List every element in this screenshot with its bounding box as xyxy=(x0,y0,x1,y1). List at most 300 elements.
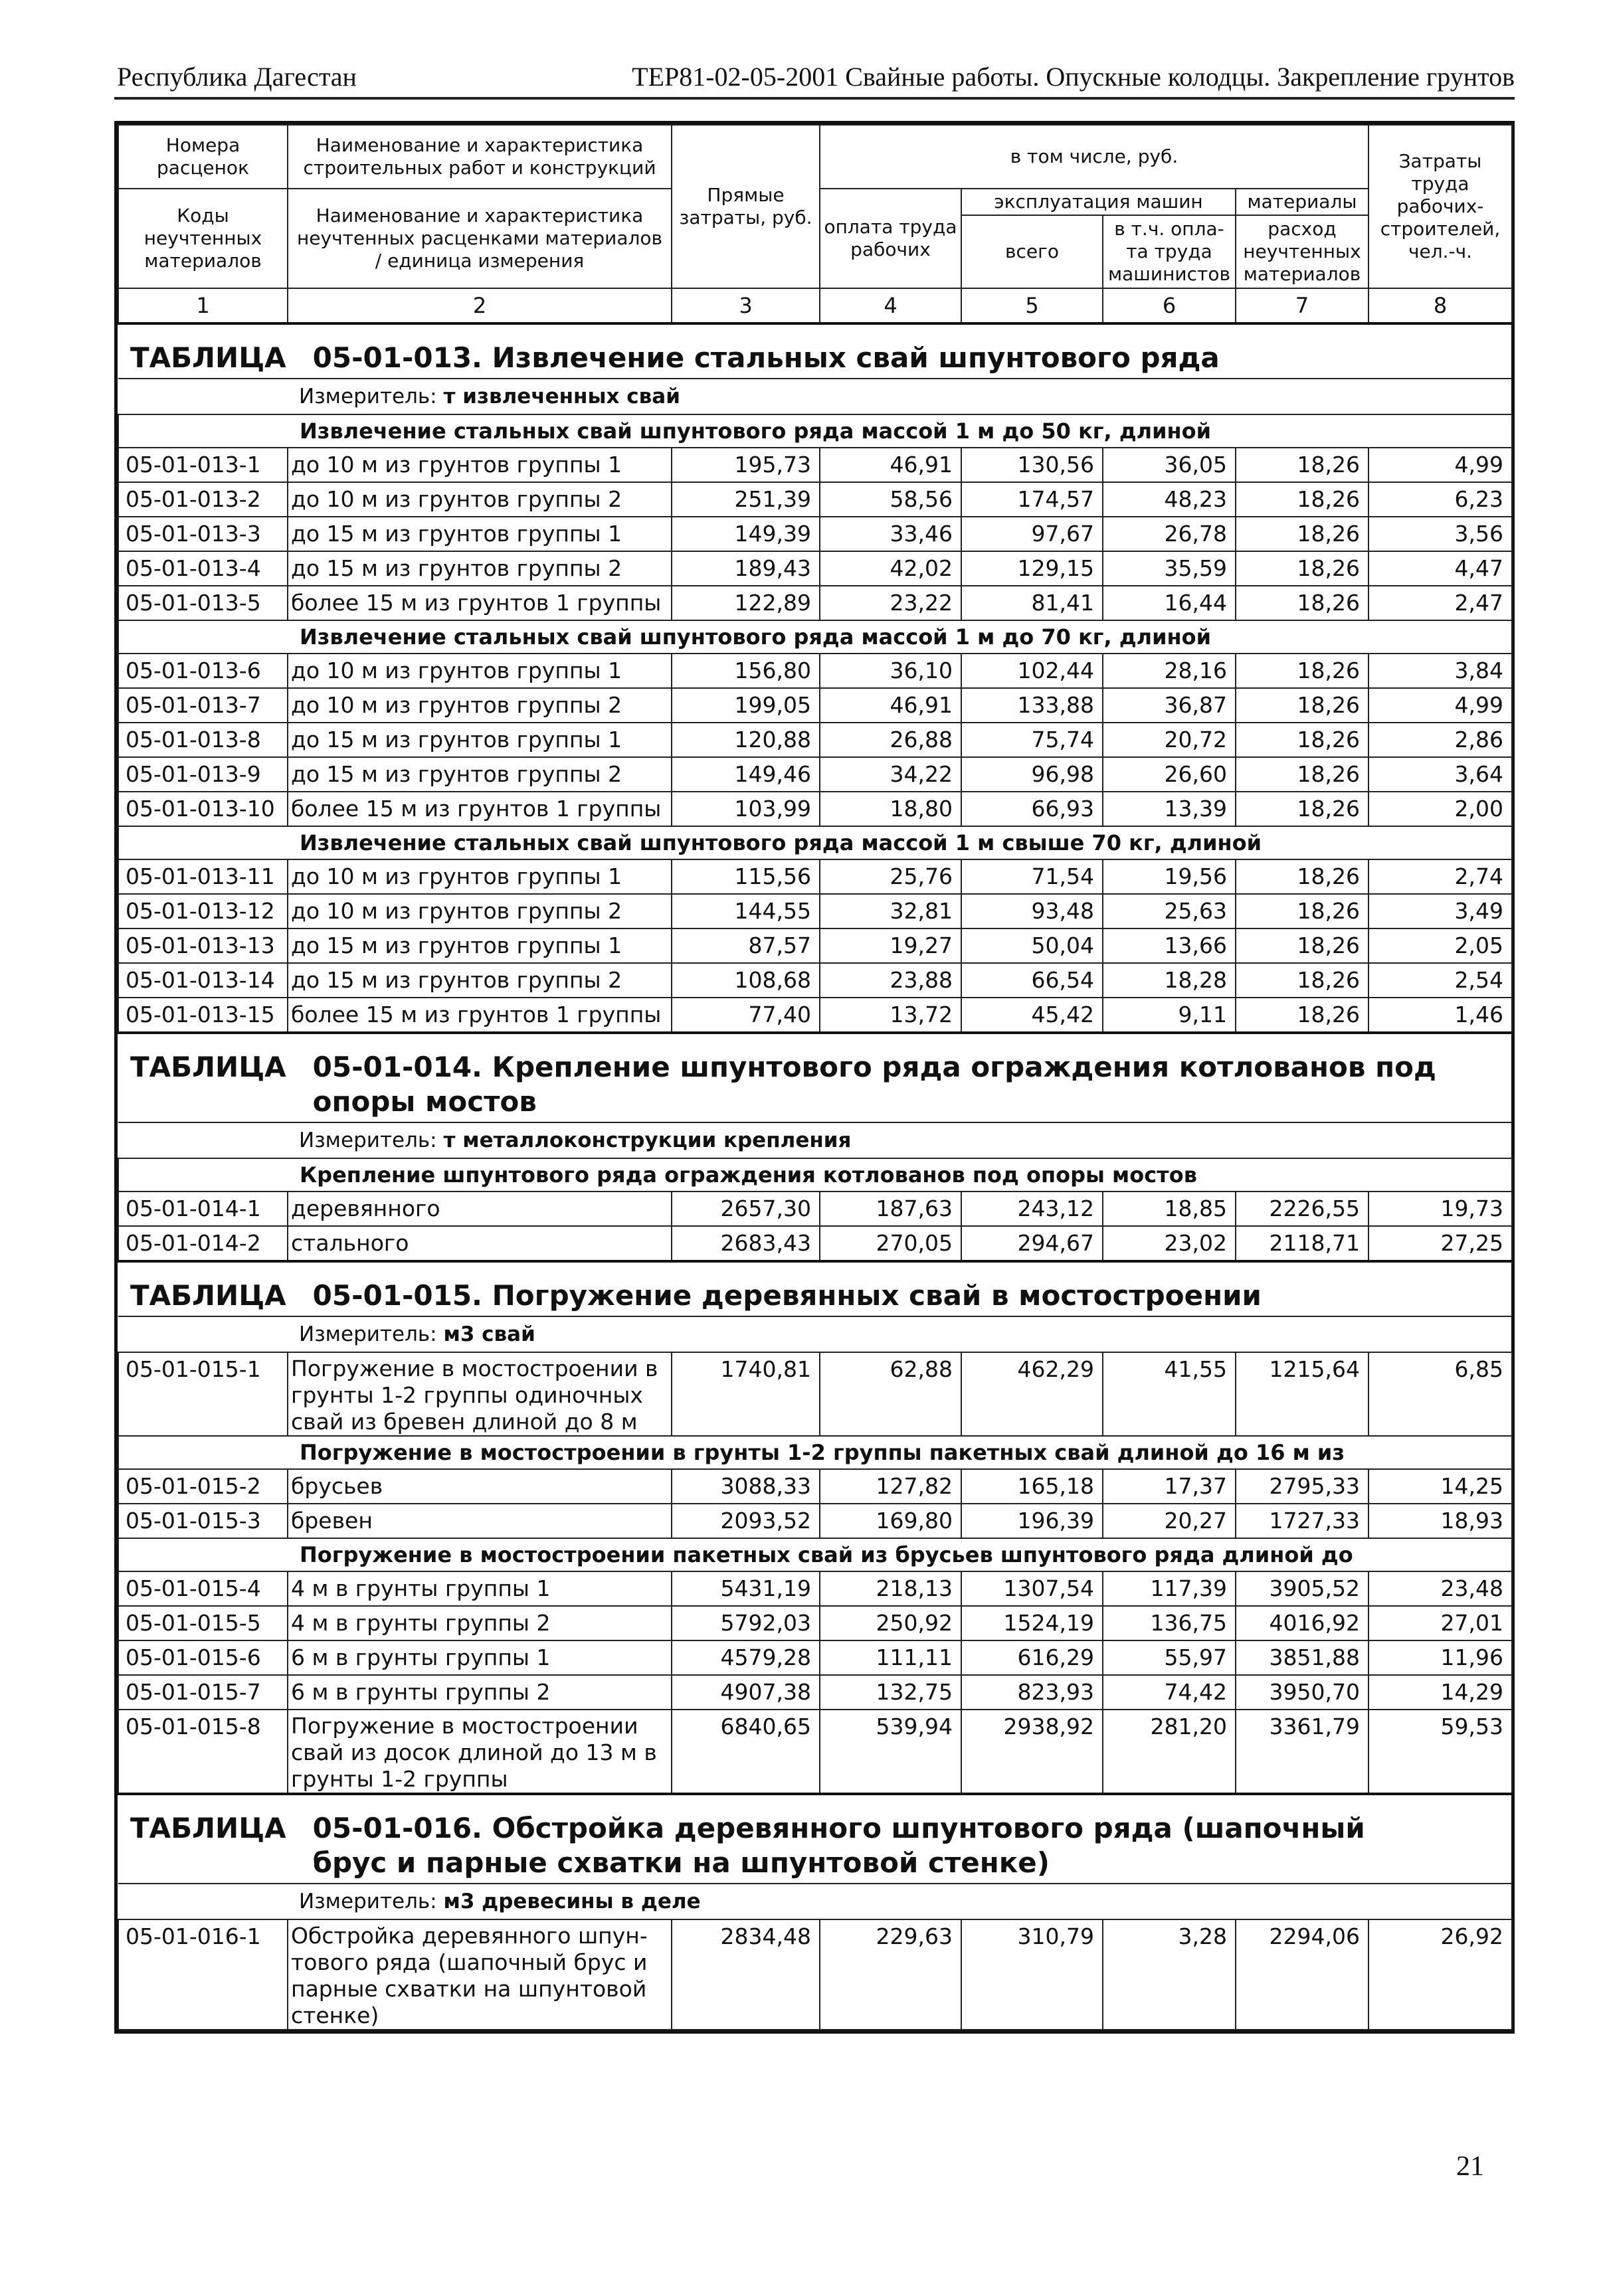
table-row xyxy=(118,1919,1512,2030)
value-v7: 18,26 xyxy=(1236,551,1368,586)
value-v7: 18,26 xyxy=(1236,859,1368,894)
rate-code: 05-01-014-1 xyxy=(118,1192,288,1226)
col1-header-bottom: Коды неучтенных материалов xyxy=(118,189,288,288)
work-name: до 10 м из грунтов группы 2 xyxy=(288,482,672,517)
work-name: более 15 м из грунтов 1 группы xyxy=(288,792,672,826)
value-v3: 6840,65 xyxy=(672,1710,820,1794)
rate-code: 05-01-013-9 xyxy=(118,757,288,792)
rate-code: 05-01-016-1 xyxy=(118,1919,288,2030)
col-number: 8 xyxy=(1368,288,1512,323)
value-v7: 18,26 xyxy=(1236,792,1368,826)
table-title xyxy=(118,1794,1512,1884)
work-name: 6 м в грунты группы 2 xyxy=(288,1675,672,1710)
value-v6: 281,20 xyxy=(1103,1710,1236,1794)
value-v3: 1740,81 xyxy=(672,1352,820,1436)
measure-value: м3 свай xyxy=(443,1322,535,1346)
rate-code: 05-01-013-15 xyxy=(118,998,288,1033)
table-row xyxy=(118,482,1512,517)
value-v4: 42,02 xyxy=(820,551,961,586)
work-name: Обстройка деревянного шпун-тового ряда (шапочный брус и парные схватки на шпунтовой стенке) xyxy=(288,1919,672,2030)
value-v3: 2834,48 xyxy=(672,1919,820,2030)
value-v6: 117,39 xyxy=(1103,1571,1236,1606)
group-heading: Крепление шпунтового ряда ограждения котлованов под опоры мостов xyxy=(118,1158,1512,1192)
group-heading-row xyxy=(118,1158,1512,1192)
value-v4: 46,91 xyxy=(820,448,961,482)
table-row xyxy=(118,586,1512,620)
value-v7: 18,26 xyxy=(1236,654,1368,688)
value-v6: 18,85 xyxy=(1103,1192,1236,1226)
value-v3: 4907,38 xyxy=(672,1675,820,1710)
work-name: бревен xyxy=(288,1504,672,1538)
table-row xyxy=(118,928,1512,963)
measure-label: Измеритель: xyxy=(299,1128,437,1152)
value-v8: 4,47 xyxy=(1368,551,1512,586)
value-v4: 13,72 xyxy=(820,998,961,1033)
value-v5: 130,56 xyxy=(961,448,1103,482)
work-name: до 10 м из грунтов группы 1 xyxy=(288,654,672,688)
value-v7: 1215,64 xyxy=(1236,1352,1368,1436)
value-v3: 77,40 xyxy=(672,998,820,1033)
table-row xyxy=(118,859,1512,894)
table-row xyxy=(118,1640,1512,1675)
value-v4: 270,05 xyxy=(820,1226,961,1261)
table-row xyxy=(118,551,1512,586)
value-v8: 3,56 xyxy=(1368,517,1512,551)
value-v5: 174,57 xyxy=(961,482,1103,517)
running-header-document: ТЕР81-02-05-2001 Свайные работы. Опускные колодцы. Закрепление грунтов xyxy=(632,62,1515,92)
page-number: 21 xyxy=(1456,2151,1484,2182)
table-row xyxy=(118,792,1512,826)
header-rule xyxy=(114,97,1515,100)
table-caption: ТАБЛИЦА xyxy=(130,341,286,374)
work-name: до 15 м из грунтов группы 2 xyxy=(288,963,672,998)
table-caption: ТАБЛИЦА xyxy=(130,1812,286,1844)
value-v3: 149,46 xyxy=(672,757,820,792)
value-v7: 18,26 xyxy=(1236,723,1368,757)
value-v8: 11,96 xyxy=(1368,1640,1512,1675)
value-v6: 13,39 xyxy=(1103,792,1236,826)
work-name: до 15 м из грунтов группы 2 xyxy=(288,757,672,792)
measure-row xyxy=(118,1122,1512,1158)
rate-code: 05-01-015-4 xyxy=(118,1571,288,1606)
value-v6: 20,27 xyxy=(1103,1504,1236,1538)
table-row xyxy=(118,1226,1512,1261)
value-v6: 35,59 xyxy=(1103,551,1236,586)
table-row xyxy=(118,517,1512,551)
rate-code: 05-01-013-3 xyxy=(118,517,288,551)
value-v7: 3905,52 xyxy=(1236,1571,1368,1606)
value-v6: 20,72 xyxy=(1103,723,1236,757)
price-table-sheet xyxy=(114,121,1515,2034)
value-v6: 16,44 xyxy=(1103,586,1236,620)
value-v4: 127,82 xyxy=(820,1469,961,1504)
value-v5: 196,39 xyxy=(961,1504,1103,1538)
value-v3: 251,39 xyxy=(672,482,820,517)
value-v3: 3088,33 xyxy=(672,1469,820,1504)
value-v4: 539,94 xyxy=(820,1710,961,1794)
rate-code: 05-01-015-8 xyxy=(118,1710,288,1794)
value-v4: 26,88 xyxy=(820,723,961,757)
value-v5: 294,67 xyxy=(961,1226,1103,1261)
table-code: 05-01-016. xyxy=(312,1812,483,1844)
work-name: до 15 м из грунтов группы 1 xyxy=(288,723,672,757)
table-code: 05-01-013. xyxy=(312,341,483,374)
col-number: 7 xyxy=(1236,288,1368,323)
value-v6: 36,87 xyxy=(1103,688,1236,723)
value-v7: 2294,06 xyxy=(1236,1919,1368,2030)
group-heading: Извлечение стальных свай шпунтового ряда массой 1 м до 70 кг, длиной xyxy=(118,620,1512,654)
value-v4: 23,88 xyxy=(820,963,961,998)
rate-code: 05-01-013-14 xyxy=(118,963,288,998)
table-body xyxy=(118,323,1512,2030)
work-name: до 15 м из грунтов группы 1 xyxy=(288,517,672,551)
table-title xyxy=(118,323,1512,379)
value-v8: 3,49 xyxy=(1368,894,1512,928)
value-v8: 59,53 xyxy=(1368,1710,1512,1794)
rate-code: 05-01-015-3 xyxy=(118,1504,288,1538)
value-v8: 6,23 xyxy=(1368,482,1512,517)
table-caption: ТАБЛИЦА xyxy=(130,1051,286,1083)
measure-unit xyxy=(118,1884,1512,1919)
work-name: до 10 м из грунтов группы 1 xyxy=(288,448,672,482)
measure-label: Измеритель: xyxy=(299,385,437,408)
table-code: 05-01-014. xyxy=(312,1051,483,1083)
table-row xyxy=(118,1352,1512,1436)
work-name: брусьев xyxy=(288,1469,672,1504)
col6-header: в т.ч. опла-та труда машинистов xyxy=(1103,215,1236,288)
table-row xyxy=(118,757,1512,792)
rate-code: 05-01-013-13 xyxy=(118,928,288,963)
value-v4: 36,10 xyxy=(820,654,961,688)
rate-code: 05-01-014-2 xyxy=(118,1226,288,1261)
value-v4: 218,13 xyxy=(820,1571,961,1606)
work-name: до 10 м из грунтов группы 2 xyxy=(288,894,672,928)
rate-code: 05-01-013-10 xyxy=(118,792,288,826)
value-v3: 87,57 xyxy=(672,928,820,963)
table-row xyxy=(118,723,1512,757)
table-title-row xyxy=(118,1261,1512,1316)
group-heading: Извлечение стальных свай шпунтового ряда массой 1 м свыше 70 кг, длиной xyxy=(118,826,1512,859)
value-v6: 25,63 xyxy=(1103,894,1236,928)
col-number: 5 xyxy=(961,288,1103,323)
value-v4: 33,46 xyxy=(820,517,961,551)
value-v6: 36,05 xyxy=(1103,448,1236,482)
value-v8: 14,29 xyxy=(1368,1675,1512,1710)
measure-row xyxy=(118,379,1512,414)
col-number: 1 xyxy=(118,288,288,323)
value-v8: 2,47 xyxy=(1368,586,1512,620)
table-title-text: Крепление шпунтового ряда ограждения котлованов под опоры мостов xyxy=(312,1051,1436,1118)
table-title-text-group xyxy=(313,1050,1442,1119)
value-v6: 17,37 xyxy=(1103,1469,1236,1504)
table-title-row xyxy=(118,323,1512,379)
value-v6: 26,78 xyxy=(1103,517,1236,551)
measure-unit xyxy=(118,1122,1512,1158)
value-v6: 74,42 xyxy=(1103,1675,1236,1710)
value-v8: 2,05 xyxy=(1368,928,1512,963)
table-title-text: Погружение деревянных свай в мостостроении xyxy=(492,1279,1262,1312)
value-v7: 4016,92 xyxy=(1236,1606,1368,1640)
value-v5: 93,48 xyxy=(961,894,1103,928)
table-row xyxy=(118,1571,1512,1606)
value-v7: 18,26 xyxy=(1236,586,1368,620)
rate-code: 05-01-015-2 xyxy=(118,1469,288,1504)
col1-header-top: Номера расценок xyxy=(118,125,288,189)
value-v3: 149,39 xyxy=(672,517,820,551)
value-v4: 62,88 xyxy=(820,1352,961,1436)
col-number: 2 xyxy=(288,288,672,323)
table-title-text: Обстройка деревянного шпунтового ряда (шапочный брус и парные схватки на шпунтовой стенке) xyxy=(312,1812,1365,1879)
table-row xyxy=(118,1606,1512,1640)
value-v3: 108,68 xyxy=(672,963,820,998)
value-v4: 19,27 xyxy=(820,928,961,963)
rate-code: 05-01-013-4 xyxy=(118,551,288,586)
rate-code: 05-01-015-6 xyxy=(118,1640,288,1675)
rate-code: 05-01-015-1 xyxy=(118,1352,288,1436)
work-name: до 15 м из грунтов группы 2 xyxy=(288,551,672,586)
work-name: стального xyxy=(288,1226,672,1261)
value-v7: 18,26 xyxy=(1236,757,1368,792)
measure-value: м3 древесины в деле xyxy=(443,1890,701,1913)
machines-header: эксплуатация машин xyxy=(961,189,1236,215)
work-name: до 10 м из грунтов группы 2 xyxy=(288,688,672,723)
value-v8: 18,93 xyxy=(1368,1504,1512,1538)
value-v3: 115,56 xyxy=(672,859,820,894)
value-v5: 66,54 xyxy=(961,963,1103,998)
value-v6: 55,97 xyxy=(1103,1640,1236,1675)
value-v5: 1307,54 xyxy=(961,1571,1103,1606)
work-name: Погружение в мостостроении свай из досок длиной до 13 м в грунты 1-2 группы xyxy=(288,1710,672,1794)
table-title xyxy=(118,1033,1512,1122)
value-v8: 27,25 xyxy=(1368,1226,1512,1261)
value-v5: 71,54 xyxy=(961,859,1103,894)
rate-code: 05-01-015-5 xyxy=(118,1606,288,1640)
value-v3: 144,55 xyxy=(672,894,820,928)
table-row xyxy=(118,998,1512,1033)
value-v8: 4,99 xyxy=(1368,688,1512,723)
col8-header: Затраты труда рабочих-строителей, чел.-ч. xyxy=(1368,125,1512,288)
measure-value: т извлеченных свай xyxy=(443,385,680,408)
table-title-text-group xyxy=(313,341,1442,375)
group-heading: Погружение в мостостроении в грунты 1-2 группы пакетных свай длиной до 16 м из xyxy=(118,1436,1512,1469)
value-v7: 18,26 xyxy=(1236,894,1368,928)
value-v6: 23,02 xyxy=(1103,1226,1236,1261)
table-row xyxy=(118,1675,1512,1710)
value-v6: 13,66 xyxy=(1103,928,1236,963)
table-code: 05-01-015. xyxy=(312,1279,483,1312)
value-v8: 27,01 xyxy=(1368,1606,1512,1640)
value-v7: 3950,70 xyxy=(1236,1675,1368,1710)
value-v7: 3851,88 xyxy=(1236,1640,1368,1675)
table-title-row xyxy=(118,1033,1512,1122)
value-v5: 823,93 xyxy=(961,1675,1103,1710)
measure-row xyxy=(118,1884,1512,1919)
table-caption-group xyxy=(130,1050,303,1085)
table-title-text-group xyxy=(313,1279,1442,1313)
value-v4: 169,80 xyxy=(820,1504,961,1538)
work-name: деревянного xyxy=(288,1192,672,1226)
group-heading-row xyxy=(118,1538,1512,1571)
group-heading-row xyxy=(118,1436,1512,1469)
value-v6: 28,16 xyxy=(1103,654,1236,688)
value-v4: 132,75 xyxy=(820,1675,961,1710)
value-v5: 96,98 xyxy=(961,757,1103,792)
measure-unit xyxy=(118,379,1512,414)
value-v4: 58,56 xyxy=(820,482,961,517)
group-heading-row xyxy=(118,620,1512,654)
value-v3: 199,05 xyxy=(672,688,820,723)
value-v3: 5792,03 xyxy=(672,1606,820,1640)
rate-code: 05-01-013-5 xyxy=(118,586,288,620)
value-v5: 1524,19 xyxy=(961,1606,1103,1640)
rate-code: 05-01-015-7 xyxy=(118,1675,288,1710)
col-number: 3 xyxy=(672,288,820,323)
table-row xyxy=(118,1192,1512,1226)
value-v8: 2,00 xyxy=(1368,792,1512,826)
value-v8: 14,25 xyxy=(1368,1469,1512,1504)
value-v3: 2657,30 xyxy=(672,1192,820,1226)
measure-label: Измеритель: xyxy=(299,1322,437,1346)
value-v6: 19,56 xyxy=(1103,859,1236,894)
value-v6: 18,28 xyxy=(1103,963,1236,998)
table-row xyxy=(118,1710,1512,1794)
value-v5: 2938,92 xyxy=(961,1710,1103,1794)
table-title-row xyxy=(118,1794,1512,1884)
value-v8: 3,84 xyxy=(1368,654,1512,688)
value-v5: 66,93 xyxy=(961,792,1103,826)
work-name: 4 м в грунты группы 2 xyxy=(288,1606,672,1640)
table-row xyxy=(118,654,1512,688)
value-v6: 26,60 xyxy=(1103,757,1236,792)
value-v7: 18,26 xyxy=(1236,963,1368,998)
value-v7: 2118,71 xyxy=(1236,1226,1368,1261)
value-v8: 4,99 xyxy=(1368,448,1512,482)
value-v7: 18,26 xyxy=(1236,998,1368,1033)
col3-header: Прямые затраты, руб. xyxy=(672,125,820,288)
col2-header-bottom: Наименование и характеристика неучтенных расценками материалов / единица измерения xyxy=(288,189,672,288)
value-v4: 32,81 xyxy=(820,894,961,928)
value-v4: 23,22 xyxy=(820,586,961,620)
table-caption: ТАБЛИЦА xyxy=(130,1279,286,1312)
work-name: 4 м в грунты группы 1 xyxy=(288,1571,672,1606)
table-row xyxy=(118,1504,1512,1538)
materials-header: материалы xyxy=(1236,189,1368,215)
work-name: 6 м в грунты группы 1 xyxy=(288,1640,672,1675)
col5-header: всего xyxy=(961,215,1103,288)
value-v8: 2,54 xyxy=(1368,963,1512,998)
value-v8: 1,46 xyxy=(1368,998,1512,1033)
value-v6: 3,28 xyxy=(1103,1919,1236,2030)
measure-value: т металлоконструкции крепления xyxy=(443,1128,852,1152)
value-v6: 136,75 xyxy=(1103,1606,1236,1640)
value-v7: 18,26 xyxy=(1236,517,1368,551)
rate-code: 05-01-013-1 xyxy=(118,448,288,482)
value-v3: 189,43 xyxy=(672,551,820,586)
col-number: 6 xyxy=(1103,288,1236,323)
including-header: в том числе, руб. xyxy=(820,125,1368,189)
value-v4: 46,91 xyxy=(820,688,961,723)
table-caption-group xyxy=(130,1279,303,1313)
col-number: 4 xyxy=(820,288,961,323)
table-row xyxy=(118,688,1512,723)
col2-header-top: Наименование и характеристика строительных работ и конструкций xyxy=(288,125,672,189)
rate-code: 05-01-013-7 xyxy=(118,688,288,723)
rate-code: 05-01-013-11 xyxy=(118,859,288,894)
value-v4: 111,11 xyxy=(820,1640,961,1675)
value-v4: 250,92 xyxy=(820,1606,961,1640)
value-v5: 45,42 xyxy=(961,998,1103,1033)
table-title xyxy=(118,1261,1512,1316)
work-name: до 10 м из грунтов группы 1 xyxy=(288,859,672,894)
table-title-text: Извлечение стальных свай шпунтового ряда xyxy=(492,341,1220,374)
value-v5: 462,29 xyxy=(961,1352,1103,1436)
value-v3: 5431,19 xyxy=(672,1571,820,1606)
rate-code: 05-01-013-8 xyxy=(118,723,288,757)
value-v7: 18,26 xyxy=(1236,448,1368,482)
value-v5: 129,15 xyxy=(961,551,1103,586)
col7-header: расход неучтенных материалов xyxy=(1236,215,1368,288)
value-v5: 102,44 xyxy=(961,654,1103,688)
value-v5: 310,79 xyxy=(961,1919,1103,2030)
value-v5: 616,29 xyxy=(961,1640,1103,1675)
table-row xyxy=(118,894,1512,928)
running-header-region: Республика Дагестан xyxy=(117,62,357,92)
value-v6: 9,11 xyxy=(1103,998,1236,1033)
measure-unit xyxy=(118,1316,1512,1352)
value-v7: 18,26 xyxy=(1236,928,1368,963)
rate-code: 05-01-013-2 xyxy=(118,482,288,517)
table-row xyxy=(118,963,1512,998)
price-table xyxy=(118,124,1513,2030)
group-heading-row xyxy=(118,826,1512,859)
value-v5: 165,18 xyxy=(961,1469,1103,1504)
value-v7: 18,26 xyxy=(1236,688,1368,723)
value-v8: 23,48 xyxy=(1368,1571,1512,1606)
value-v5: 133,88 xyxy=(961,688,1103,723)
work-name: Погружение в мостостроении в грунты 1-2 группы одиночных свай из бревен длиной до 8 м xyxy=(288,1352,672,1436)
value-v8: 3,64 xyxy=(1368,757,1512,792)
value-v4: 34,22 xyxy=(820,757,961,792)
value-v3: 156,80 xyxy=(672,654,820,688)
value-v8: 19,73 xyxy=(1368,1192,1512,1226)
group-heading: Извлечение стальных свай шпунтового ряда массой 1 м до 50 кг, длиной xyxy=(118,414,1512,448)
value-v6: 48,23 xyxy=(1103,482,1236,517)
rate-code: 05-01-013-12 xyxy=(118,894,288,928)
measure-label: Измеритель: xyxy=(299,1890,437,1913)
value-v3: 120,88 xyxy=(672,723,820,757)
value-v6: 41,55 xyxy=(1103,1352,1236,1436)
group-heading: Погружение в мостостроении пакетных свай из брусьев шпунтового ряда длиной до xyxy=(118,1538,1512,1571)
table-caption-group xyxy=(130,1811,303,1846)
value-v8: 2,86 xyxy=(1368,723,1512,757)
value-v3: 2093,52 xyxy=(672,1504,820,1538)
value-v4: 229,63 xyxy=(820,1919,961,2030)
value-v5: 50,04 xyxy=(961,928,1103,963)
table-caption-group xyxy=(130,341,303,375)
value-v7: 1727,33 xyxy=(1236,1504,1368,1538)
value-v5: 243,12 xyxy=(961,1192,1103,1226)
value-v8: 2,74 xyxy=(1368,859,1512,894)
value-v3: 4579,28 xyxy=(672,1640,820,1675)
value-v8: 6,85 xyxy=(1368,1352,1512,1436)
value-v4: 25,76 xyxy=(820,859,961,894)
value-v4: 18,80 xyxy=(820,792,961,826)
rate-code: 05-01-013-6 xyxy=(118,654,288,688)
table-row xyxy=(118,1469,1512,1504)
value-v5: 75,74 xyxy=(961,723,1103,757)
value-v7: 2795,33 xyxy=(1236,1469,1368,1504)
table-title-text-group xyxy=(313,1811,1442,1880)
